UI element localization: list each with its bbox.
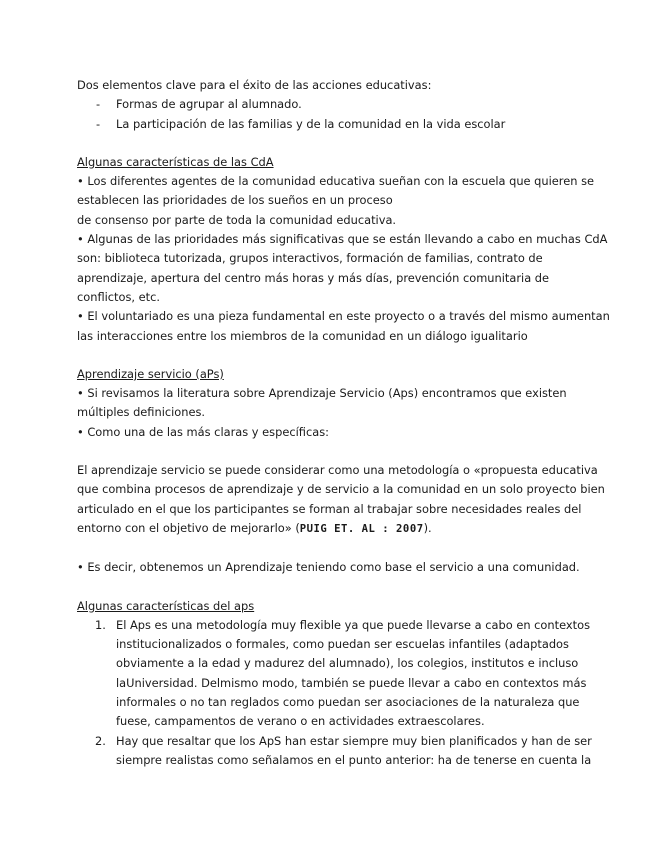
numbered-item	[77, 732, 592, 771]
dash-marker: -	[96, 116, 101, 131]
cda-line: • Algunas de las prioridades más significativas que se están llevando a cabo en muchas CdA	[77, 232, 608, 247]
numbered-line: obviamente a la edad y madurez del alumnado), los colegios, institutos e incluso	[116, 656, 579, 671]
cda-line: de consenso por parte de toda la comunidad educativa.	[77, 212, 397, 227]
dash-marker: -	[96, 97, 101, 112]
numbered-line: siempre realistas como señalamos en el punto anterior: ha de tenerse en cuenta la	[116, 752, 592, 767]
intro-bullet: - La participación de las familias y de la comunidad en la vida escolar	[77, 115, 585, 134]
cda-line: establecen las prioridades de los sueños en un proceso	[77, 193, 393, 208]
numbered-item	[77, 616, 591, 732]
quote-line-last: entorno con el objetivo de mejorarlo» (PUIG ET. AL : 2007).	[77, 520, 432, 535]
numbered-line: 2. Hay que resaltar que los ApS han estar siempre muy bien planificados y han de ser	[77, 732, 585, 751]
section-heading-aps-features: Algunas características del aps	[77, 598, 255, 613]
item-number: 1.	[95, 617, 106, 632]
cda-line: • El voluntariado es una pieza fundamental en este proyecto o a través del mismo aumentan	[77, 309, 610, 324]
aps-line: • Si revisamos la literatura sobre Aprendizaje Servicio (Aps) encontramos que existen	[77, 386, 567, 401]
intro-lead: Dos elementos clave para el éxito de las acciones educativas:	[77, 78, 432, 92]
quote-line: que combina procesos de aprendizaje y de servicio a la comunidad en un solo proyecto bien	[77, 482, 605, 497]
citation: PUIG ET. AL : 2007	[299, 522, 424, 535]
numbered-line: institucionalizados o formales, como puedan ser escuelas infantiles (adaptados	[116, 637, 569, 652]
numbered-line: informales o no tan reglados como puedan ser asociaciones de la naturaleza que	[116, 695, 580, 710]
intro-bullet: - Formas de agrupar al alumnado.	[77, 95, 585, 114]
cda-line: son: biblioteca tutorizada, grupos interactivos, formación de familias, contrato de	[77, 251, 543, 266]
numbered-line: laUniversidad. Delmismo modo, también se puede llevar a cabo en contextos más	[116, 675, 587, 690]
section-heading-aps: Aprendizaje servicio (aPs)	[77, 366, 224, 381]
cda-line: aprendizaje, apertura del centro más horas y más días, prevención comunitaria de	[77, 270, 550, 285]
numbered-line: 1. El Aps es una metodología muy flexible ya que puede llevarse a cabo en contextos	[77, 616, 585, 635]
section-heading-cda: Algunas características de las CdA	[77, 154, 274, 169]
item-number: 2.	[95, 733, 106, 748]
quote-line: El aprendizaje servicio se puede considerar como una metodología o «propuesta educativa	[77, 463, 598, 478]
cda-line: • Los diferentes agentes de la comunidad educativa sueñan con la escuela que quieren se	[77, 174, 595, 189]
summary-line: • Es decir, obtenemos un Aprendizaje teniendo como base el servicio a una comunidad.	[77, 560, 580, 575]
cda-line: las interacciones entre los miembros de la comunidad en un diálogo igualitario	[77, 328, 528, 343]
aps-line: múltiples definiciones.	[77, 405, 206, 420]
cda-line: conflictos, etc.	[77, 289, 161, 304]
numbered-line: fuese, campamentos de verano o en actividades extraescolares.	[116, 714, 485, 729]
aps-line: • Como una de las más claras y específicas:	[77, 424, 329, 439]
quote-line: articulado en el que los participantes se forman al trabajar sobre necesidades reales del	[77, 501, 582, 516]
